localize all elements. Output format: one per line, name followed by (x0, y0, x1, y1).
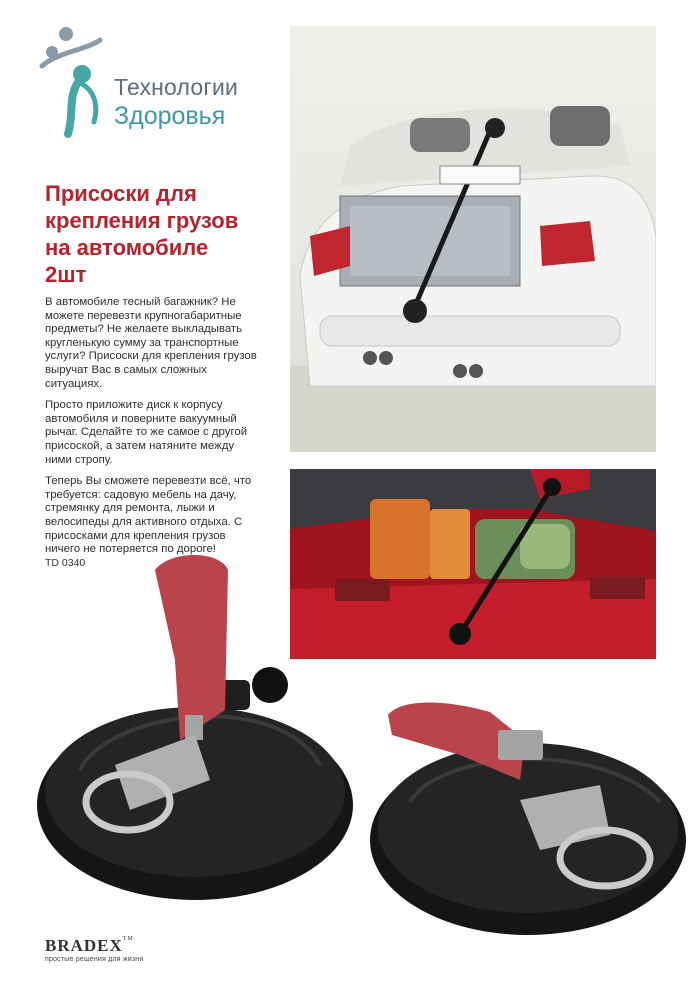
description-paragraph: Теперь Вы сможете перевезти всё, что требуется: садовую мебель на дачу, стремянку для ремонта, лыжи и велосипеды для активного отдыха. С присосками для крепления грузов ничего не потеряется по дороге! (45, 475, 252, 556)
description-paragraph: Просто приложите диск к корпусу автомобиля и поверните вакуумный рычаг. Сделайте то же самое с другой присоской, а затем натяните между ними стропу. (45, 399, 248, 466)
description (45, 296, 261, 565)
product-code: TD 0340 (45, 557, 86, 569)
page-title (45, 180, 285, 288)
bradex-logo (45, 936, 134, 956)
brand-name-line2: Здоровья (114, 102, 226, 130)
bradex-slogan: простые решения для жизни (45, 956, 144, 963)
title-line: крепления грузов (45, 208, 239, 233)
title-line: на автомобиле (45, 235, 209, 260)
brand-name-line1: Технологии (114, 74, 239, 100)
car-photo (290, 26, 656, 452)
health-figure-icon (38, 22, 118, 142)
bradex-wordmark: BRADEX (45, 936, 123, 955)
brand-logo (38, 22, 248, 142)
suction-cups-product-photo (20, 540, 690, 940)
description-paragraph: В автомобиле тесный багажник? Не можете перевезти крупногабаритные предметы? Не желаете выкладывать кругленькую сумму за транспортные услуги? Присоски для крепления грузов выручат Вас в самых сложных ситуациях. (45, 296, 257, 390)
title-line: 2шт (45, 262, 87, 287)
title-line: Присоски для (45, 181, 197, 206)
trademark-mark: TM (122, 936, 134, 942)
